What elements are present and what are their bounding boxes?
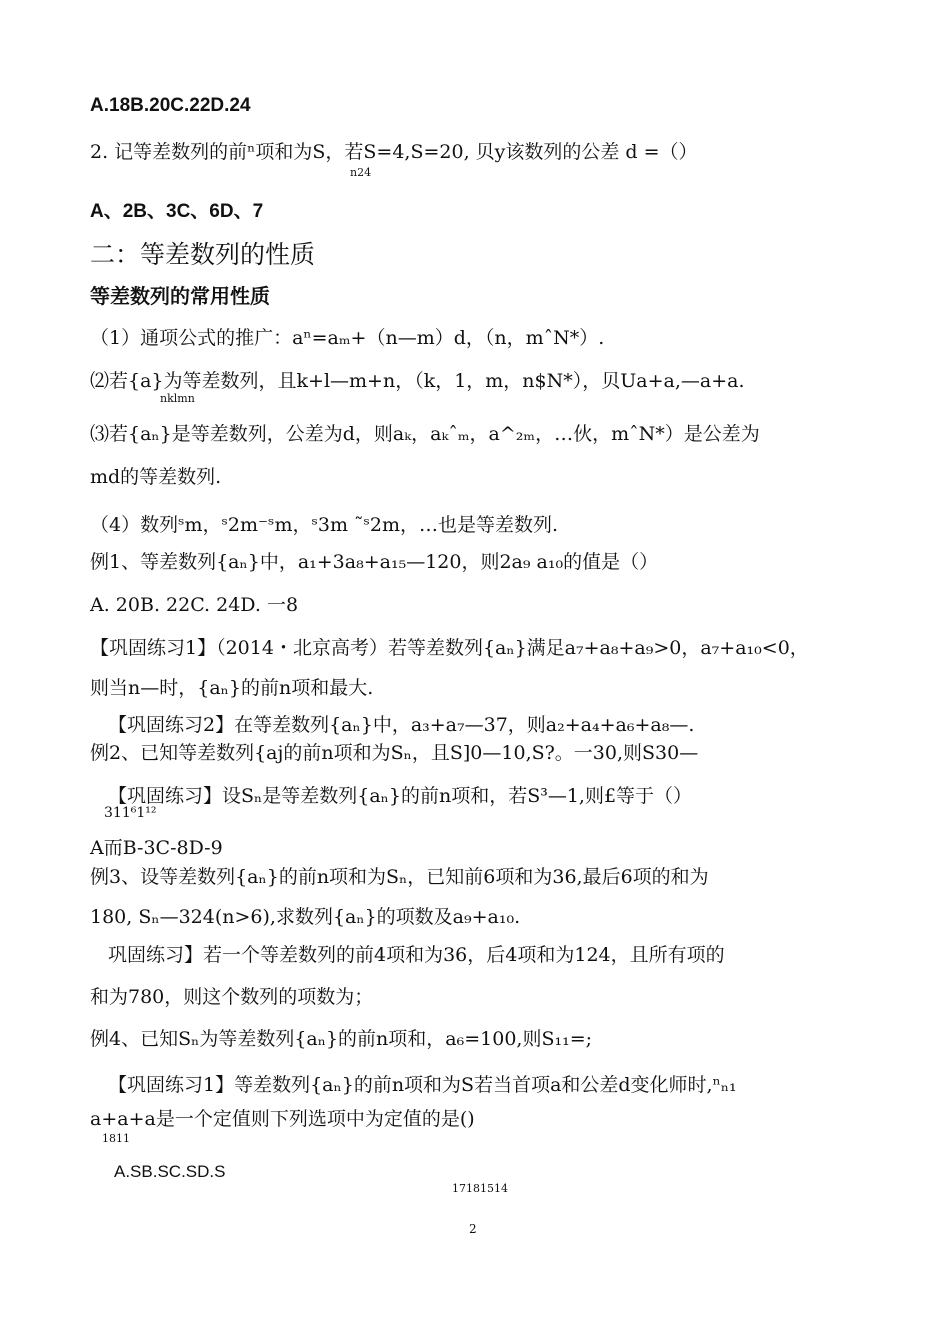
practice-3-options: A而B-3C-8D-9 [90,837,223,859]
answer-options-2: A、2B、3C、6D、7 [90,201,264,222]
practice-4-cont: 和为780，则这个数列的项数为； [90,986,374,1008]
property-4: （4）数列ˢm，ˢ2m⁻ˢm，ˢ3m ˜ˢ2m，…也是等差数列. [90,514,559,536]
section-heading: 二：等差数列的性质 [90,240,316,269]
practice-2: 【巩固练习2】在等差数列{aₙ}中，a₃+a₇—37，则a₂+a₄+a₆+a₈—. [108,714,695,736]
practice-5: 【巩固练习1】等差数列{aₙ}的前n项和为S若当首项a和公差d变化师时,ⁿₙ₁ [108,1074,737,1096]
property-3-cont: md的等差数列. [90,466,222,488]
subscript-note-17181514: 17181514 [452,1182,508,1195]
answer-options-1: A.18B.20C.22D.24 [90,95,251,116]
property-3: ⑶若{aₙ}是等差数列，公差为d，则aₖ，aₖˆₘ，a^₂ₘ，…伙，mˆN*）是公差为 [90,423,760,445]
subsection-heading: 等差数列的常用性质 [90,284,270,308]
example-1: 例1、等差数列{aₙ}中，a₁+3a₈+a₁₅—120，则2a₉ a₁₀的值是（） [90,551,659,573]
fraction-note: 311⁶1¹² [104,805,157,821]
practice-5-options: A.SB.SC.SD.S [114,1162,226,1181]
page-number: 2 [469,1222,477,1236]
property-2: ⑵若{a}为等差数列，且k+l—m+n，（k，1，m，n$N*），贝Ua+a,—a+a. [90,370,745,392]
practice-5-cont: a+a+a是一个定值则下列选项中为定值的是() [90,1108,475,1130]
practice-3: 【巩固练习】设Sₙ是等差数列{aₙ}的前n项和，若S³—1,则£等于（） [108,785,693,807]
example-3: 例3、设等差数列{aₙ}的前n项和为Sₙ，已知前6项和为36,最后6项的和为 [90,866,709,888]
question-2: 2. 记等差数列的前ⁿ项和为S，若S=4,S=20, 贝y该数列的公差 d =（） [90,141,698,163]
example-4: 例4、已知Sₙ为等差数列{aₙ}的前n项和，a₆=100,则S₁₁=; [90,1028,593,1050]
subscript-note-1811: 1811 [102,1132,130,1145]
example-2: 例2、已知等差数列{aj的前n项和为Sₙ，且S]0—10,S?。一30,则S30— [90,742,699,764]
example-3-cont: 180, Sₙ—324(n>6),求数列{aₙ}的项数及a₉+a₁₀. [90,906,521,928]
practice-1-cont: 则当n—时，{aₙ}的前n项和最大. [90,677,374,699]
subscript-note-n24: n24 [350,166,372,179]
practice-4: 巩固练习】若一个等差数列的前4项和为36，后4项和为124，且所有项的 [108,944,725,966]
property-1: （1）通项公式的推广：aⁿ=aₘ+（n—m）d，（n，mˆN*）. [90,327,605,349]
practice-1: 【巩固练习1】（2014・北京高考）若等差数列{aₙ}满足a₇+a₈+a₉>0，a₇+a₁₀<0， [90,637,809,659]
example-1-options: A. 20B. 22C. 24D. 一8 [90,594,299,616]
subscript-note-nklmn: nklmn [160,392,195,405]
